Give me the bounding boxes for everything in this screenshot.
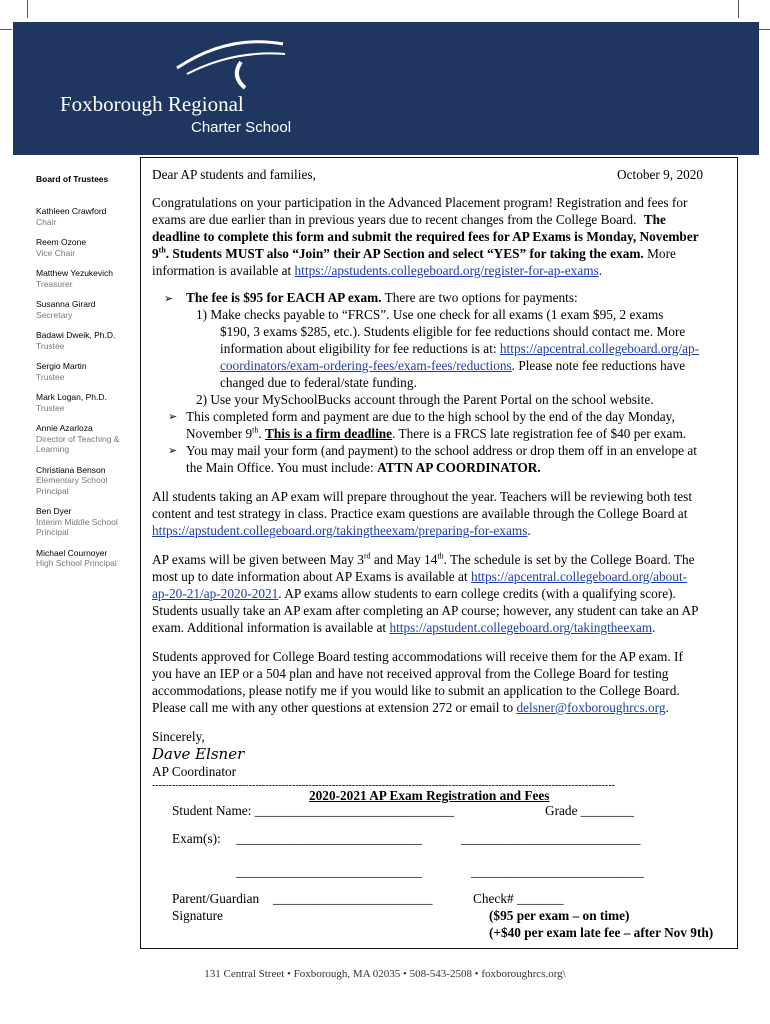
taking-exam-link[interactable]: https://apstudent.collegeboard.org/takingtheexam xyxy=(389,620,653,635)
paragraph-line: Congratulations on your participation in the Advanced Placement program! Registration and fees for xyxy=(152,195,688,210)
paragraph-line: exams are due earlier than in previous years due to recent changes from the College Board. The xyxy=(152,212,666,227)
crop-mark xyxy=(738,0,739,18)
option-line: 1) Make checks payable to “FRCS”. Use one check for all exams (1 exam $95, 2 exams xyxy=(196,307,664,322)
bullet-fee: The fee is $95 for EACH AP exam. There are two options for payments: xyxy=(186,290,578,305)
option-line: $190, 3 exams $285, etc.). Students eligible for fee reductions should contact me. More xyxy=(220,324,686,339)
form-title: 2020-2021 AP Exam Registration and Fees xyxy=(309,788,550,803)
paragraph-line: accommodations, please notify me if you would like to submit an application to the College Board. xyxy=(152,683,680,698)
arrow-bullet-icon: ➢ xyxy=(168,445,178,457)
fee-ontime: ($95 per exam – on time) xyxy=(489,908,630,923)
trustee-name: Michael Cournoyer xyxy=(36,547,108,558)
trustee-name: Annie Azarloza xyxy=(36,423,93,433)
crop-mark xyxy=(758,29,770,30)
trustee-name: Matthew Yezukevich xyxy=(36,268,114,278)
paragraph-line: https://apstudent.collegeboard.org/takingtheexam/preparing-for-exams. xyxy=(152,523,531,538)
sidebar-heading: Board of Trustees xyxy=(36,174,109,184)
crop-mark xyxy=(0,29,12,30)
trustee-entry xyxy=(36,299,136,320)
arrow-bullet-icon: ➢ xyxy=(164,293,174,305)
trustee-name: Ben Dyer xyxy=(36,506,72,516)
cut-line-divider: ------------------------------------------------------------------------------------------------------------------------------------------- xyxy=(152,780,615,791)
school-logo-icon xyxy=(173,30,293,100)
email-link[interactable]: delsner@foxboroughrcs.org xyxy=(516,700,666,715)
option-line: changed due to federal/state funding. xyxy=(220,375,417,390)
grade-field[interactable]: Grade ________ xyxy=(545,803,634,818)
bullet-line: This completed form and payment are due to the high school by the end of the day Monday, xyxy=(186,409,675,424)
trustee-role: Trustee xyxy=(36,402,65,413)
trustee-name: Badawi Dweik, Ph.D. xyxy=(36,330,116,340)
trustee-list xyxy=(36,206,136,569)
check-number-field[interactable]: Check# _______ xyxy=(473,891,564,906)
trustee-entry xyxy=(36,330,136,351)
bullet-line: the Main Office. You must include: ATTN AP COORDINATOR. xyxy=(186,460,541,475)
signer-title: AP Coordinator xyxy=(152,764,237,779)
greeting: Dear AP students and families, xyxy=(152,167,316,182)
trustee-role: Secretary xyxy=(36,309,73,320)
board-of-trustees-sidebar xyxy=(36,174,136,579)
trustee-role: Treasurer xyxy=(36,278,73,289)
fee-reduction-link-cont[interactable]: coordinators/exam-ordering-fees/exam-fees/reductions xyxy=(220,358,512,373)
trustee-name: Christiana Benson xyxy=(36,464,106,475)
paragraph-line: information is available at https://apstudents.collegeboard.org/register-for-ap-exams. xyxy=(152,263,603,278)
trustee-role: Elementary School Principal xyxy=(36,475,108,496)
trustee-name: Reem Ozone xyxy=(36,237,87,247)
exam-field[interactable]: __________________________ xyxy=(471,864,644,879)
option-line: coordinators/exam-ordering-fees/exam-fees/reductions. Please note fee reductions have xyxy=(220,358,686,373)
trustee-entry xyxy=(36,392,136,413)
footer-address: 131 Central Street • Foxborough, MA 02035 • 508-543-2508 • foxboroughrcs.org\ xyxy=(204,968,566,980)
trustee-entry xyxy=(36,423,136,455)
trustee-role: Interim Middle School Principal xyxy=(36,516,118,537)
paragraph-line: Students approved for College Board testing accommodations will receive them for the AP exam. If xyxy=(152,649,683,664)
school-subtitle: Charter School xyxy=(191,119,292,136)
trustee-entry xyxy=(36,548,136,569)
paragraph-line: content and test strategy in class. Practice exam questions are available through the College Board at xyxy=(152,506,688,521)
exam-field[interactable]: ____________________________ xyxy=(236,831,423,846)
trustee-role: Vice Chair xyxy=(36,247,76,258)
signature-label: Signature xyxy=(172,908,223,923)
trustee-entry xyxy=(36,206,136,227)
about-ap-link-cont[interactable]: ap-20-21/ap-2020-2021 xyxy=(152,586,279,601)
paragraph-line: most up to date information about AP Exams is available at https://apcentral.collegeboard.org/about- xyxy=(152,569,688,584)
trustee-role: High School Principal xyxy=(36,558,117,568)
school-name: Foxborough Regional xyxy=(60,92,244,116)
fee-reduction-link[interactable]: https://apcentral.collegeboard.org/ap- xyxy=(499,341,700,356)
bullet-line: You may mail your form (and payment) to the school address or drop them off in an envelope at xyxy=(186,443,697,458)
signature: Dave Elsner xyxy=(152,745,245,763)
option-line: 2) Use your MySchoolBucks account through the Parent Portal on the school website. xyxy=(196,392,654,407)
trustee-role: Trustee xyxy=(36,371,65,382)
exam-field[interactable]: ___________________________ xyxy=(461,831,641,846)
trustee-name: Sergio Martin xyxy=(36,361,87,371)
letterhead-banner xyxy=(13,22,759,155)
option-line: information about eligibility for fee reductions is at: https://apcentral.collegeboard.org/ap- xyxy=(220,341,700,356)
closing: Sincerely, xyxy=(152,729,205,744)
paragraph-line: you have an IEP or a 504 plan and have not received approval from the College Board for testing xyxy=(152,666,669,681)
bullet-line: November 9th. This is a firm deadline. There is a FRCS late registration fee of $40 per exam. xyxy=(186,425,687,441)
paragraph-line: Please call me with any other questions at extension 272 or email to delsner@foxboroughrcs.org. xyxy=(152,700,669,715)
paragraph-line: exam. Additional information is available at https://apstudent.collegeboard.org/takingtheexam. xyxy=(152,620,656,635)
trustee-role: Chair xyxy=(36,216,57,227)
trustee-entry xyxy=(36,237,136,258)
trustee-role: Director of Teaching & Learning xyxy=(36,433,120,454)
register-link[interactable]: https://apstudents.collegeboard.org/register-for-ap-exams xyxy=(294,263,599,278)
parent-label: Parent/Guardian xyxy=(172,891,260,906)
paragraph-line: Students usually take an AP exam after completing an AP course; however, any student can take an AP xyxy=(152,603,699,618)
letter-body xyxy=(140,157,738,949)
trustee-name: Susanna Girard xyxy=(36,299,96,309)
paragraph-line: 9th. Students MUST also “Join” their AP Section and select “YES” for taking the exam. More xyxy=(152,245,676,261)
trustee-name: Mark Logan, Ph.D. xyxy=(36,392,107,402)
letter-date: October 9, 2020 xyxy=(617,167,704,182)
trustee-entry xyxy=(36,268,136,289)
preparing-link[interactable]: https://apstudent.collegeboard.org/takingtheexam/preparing-for-exams xyxy=(152,523,528,538)
arrow-bullet-icon: ➢ xyxy=(168,411,178,423)
parent-signature-field[interactable]: ________________________ xyxy=(273,891,433,906)
about-ap-link[interactable]: https://apcentral.collegeboard.org/about- xyxy=(470,569,688,584)
deadline-line: deadline to complete this form and submit the required fees for AP Exams is Monday, November xyxy=(152,229,699,244)
fee-late: (+$40 per exam late fee – after Nov 9th) xyxy=(489,925,714,940)
paragraph-line: ap-20-21/ap-2020-2021. AP exams allow students to earn college credits (with a qualifying score). xyxy=(152,586,676,601)
trustee-entry xyxy=(36,465,136,497)
paragraph-line: All students taking an AP exam will prepare throughout the year. Teachers will be reviewing both test xyxy=(152,489,693,504)
crop-mark xyxy=(27,0,28,18)
trustee-entry xyxy=(36,506,136,538)
paragraph-line: AP exams will be given between May 3rd and May 14th. The schedule is set by the College Board. The xyxy=(152,551,695,567)
student-name-field[interactable]: Student Name: ______________________________ xyxy=(172,803,455,818)
exam-field[interactable]: ____________________________ xyxy=(236,864,423,879)
trustee-name: Kathleen Crawford xyxy=(36,206,107,216)
exams-label: Exam(s): xyxy=(172,831,221,846)
trustee-role: Trustee xyxy=(36,340,65,351)
trustee-entry xyxy=(36,361,136,382)
